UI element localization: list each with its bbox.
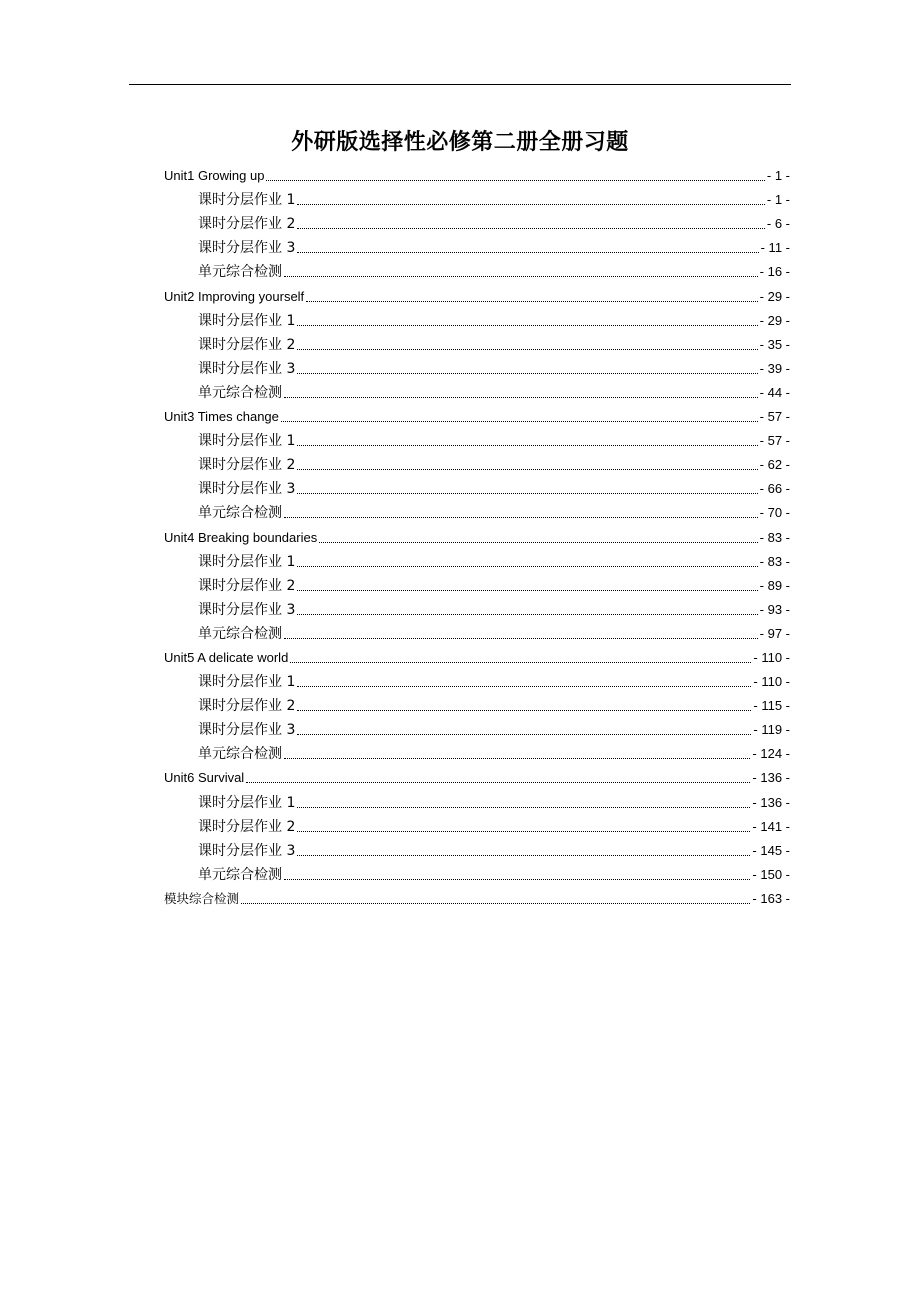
- toc-entry-page-number: - 35 -: [759, 336, 790, 352]
- toc-entry-label: 课时分层作业 3: [198, 481, 296, 498]
- toc-entry-label: Unit6 Survival: [164, 770, 245, 786]
- toc-entry-page-number: - 11 -: [760, 240, 790, 256]
- toc-entry-page-number: - 1 -: [766, 168, 790, 184]
- toc-entry-label: 课时分层作业 1: [198, 312, 296, 329]
- toc-entry-page-number: - 66 -: [759, 481, 790, 497]
- toc-dot-leader: [297, 614, 757, 615]
- toc-entry-page-number: - 110 -: [753, 649, 790, 665]
- toc-entry-label: 课时分层作业 2: [198, 457, 296, 474]
- toc-entry-sub[interactable]: [164, 353, 790, 377]
- toc-entry-page-number: - 115 -: [753, 698, 790, 714]
- toc-entry-label: Unit4 Breaking boundaries: [164, 529, 318, 545]
- toc-entry-label: 课时分层作业 2: [198, 216, 296, 233]
- toc-dot-leader: [297, 204, 765, 205]
- toc-entry-label: Unit5 A delicate world: [164, 649, 289, 665]
- toc-entry-unit[interactable]: [164, 521, 790, 545]
- toc-dot-leader: [319, 542, 757, 543]
- toc-dot-leader: [297, 831, 750, 832]
- toc-entry-page-number: - 83 -: [759, 553, 790, 569]
- toc-entry-sub[interactable]: [164, 690, 790, 714]
- toc-dot-leader: [297, 469, 757, 470]
- toc-entry-label: 单元综合检测: [198, 264, 282, 281]
- toc-entry-sub[interactable]: [164, 208, 790, 232]
- toc-entry-page-number: - 57 -: [759, 409, 790, 425]
- toc-dot-leader: [246, 782, 750, 783]
- toc-entry-page-number: - 57 -: [759, 433, 790, 449]
- toc-entry-unit[interactable]: [164, 642, 790, 666]
- toc-entry-label: 课时分层作业 3: [198, 722, 296, 739]
- toc-entry-label: 课时分层作业 3: [198, 360, 296, 377]
- toc-entry-page-number: - 110 -: [753, 674, 790, 690]
- toc-dot-leader: [297, 590, 757, 591]
- toc-dot-leader: [297, 855, 750, 856]
- toc-entry-sub[interactable]: [164, 497, 790, 521]
- toc-dot-leader: [297, 686, 751, 687]
- toc-entry-sub[interactable]: [164, 859, 790, 883]
- toc-entry-sub[interactable]: [164, 546, 790, 570]
- toc-entry-sub[interactable]: [164, 425, 790, 449]
- toc-entry-sub[interactable]: [164, 835, 790, 859]
- toc-dot-leader: [297, 349, 757, 350]
- toc-entry-sub[interactable]: [164, 305, 790, 329]
- toc-dot-leader: [297, 445, 757, 446]
- toc-entry-page-number: - 119 -: [753, 722, 790, 738]
- toc-entry-page-number: - 70 -: [759, 505, 790, 521]
- document-title: 外研版选择性必修第二册全册习题: [291, 128, 629, 155]
- toc-entry-sub[interactable]: [164, 329, 790, 353]
- toc-dot-leader: [241, 903, 750, 904]
- toc-entry-sub[interactable]: [164, 377, 790, 401]
- toc-entry-label: 课时分层作业 3: [198, 842, 296, 859]
- toc-entry-page-number: - 150 -: [752, 866, 790, 882]
- toc-entry-sub[interactable]: [164, 811, 790, 835]
- toc-entry-page-number: - 16 -: [759, 264, 790, 280]
- toc-entry-label: 单元综合检测: [198, 746, 282, 763]
- toc-dot-leader: [297, 807, 750, 808]
- toc-dot-leader: [297, 566, 757, 567]
- toc-dot-leader: [284, 276, 758, 277]
- toc-entry-label: 单元综合检测: [198, 384, 282, 401]
- toc-entry-label: 课时分层作业 3: [198, 601, 296, 618]
- toc-entry-page-number: - 136 -: [752, 770, 790, 786]
- toc-entry-page-number: - 39 -: [759, 360, 790, 376]
- toc-dot-leader: [284, 638, 758, 639]
- toc-entry-label: 课时分层作业 2: [198, 577, 296, 594]
- toc-entry-sub[interactable]: [164, 256, 790, 280]
- toc-entry-sub[interactable]: [164, 738, 790, 762]
- toc-entry-page-number: - 89 -: [759, 577, 790, 593]
- toc-entry-page-number: - 93 -: [759, 601, 790, 617]
- toc-entry-page-number: - 145 -: [752, 842, 790, 858]
- toc-entry-sub[interactable]: [164, 714, 790, 738]
- toc-entry-unit[interactable]: [164, 280, 790, 304]
- toc-entry-unit[interactable]: [164, 883, 790, 907]
- toc-dot-leader: [297, 734, 751, 735]
- toc-dot-leader: [297, 228, 765, 229]
- toc-dot-leader: [297, 325, 757, 326]
- toc-entry-sub[interactable]: [164, 570, 790, 594]
- toc-entry-page-number: - 29 -: [759, 312, 790, 328]
- toc-entry-sub[interactable]: [164, 666, 790, 690]
- toc-entry-unit[interactable]: [164, 160, 790, 184]
- toc-entry-label: 课时分层作业 1: [198, 674, 296, 691]
- toc-entry-sub[interactable]: [164, 232, 790, 256]
- toc-entry-page-number: - 1 -: [766, 192, 790, 208]
- toc-entry-label: 课时分层作业 2: [198, 818, 296, 835]
- toc-dot-leader: [281, 421, 758, 422]
- toc-entry-sub[interactable]: [164, 449, 790, 473]
- toc-entry-label: 课时分层作业 1: [198, 433, 296, 450]
- toc-entry-page-number: - 163 -: [752, 890, 790, 906]
- table-of-contents: [164, 160, 790, 907]
- toc-dot-leader: [266, 180, 764, 181]
- toc-entry-label: Unit1 Growing up: [164, 168, 265, 184]
- toc-entry-label: 模块综合检测: [164, 890, 240, 906]
- toc-entry-page-number: - 6 -: [766, 216, 790, 232]
- toc-dot-leader: [284, 517, 758, 518]
- toc-dot-leader: [297, 710, 751, 711]
- toc-entry-label: 单元综合检测: [198, 625, 282, 642]
- toc-entry-page-number: - 62 -: [759, 457, 790, 473]
- toc-entry-label: Unit3 Times change: [164, 409, 279, 425]
- toc-entry-label: Unit2 Improving yourself: [164, 288, 305, 304]
- toc-entry-label: 单元综合检测: [198, 866, 282, 883]
- toc-entry-page-number: - 141 -: [752, 818, 790, 834]
- toc-dot-leader: [306, 301, 757, 302]
- toc-entry-page-number: - 124 -: [752, 746, 790, 762]
- toc-dot-leader: [284, 758, 750, 759]
- toc-entry-label: 课时分层作业 1: [198, 192, 296, 209]
- toc-entry-page-number: - 97 -: [759, 625, 790, 641]
- toc-entry-sub[interactable]: [164, 786, 790, 810]
- toc-dot-leader: [284, 397, 758, 398]
- toc-entry-label: 课时分层作业 1: [198, 553, 296, 570]
- toc-entry-label: 单元综合检测: [198, 505, 282, 522]
- toc-entry-label: 课时分层作业 2: [198, 336, 296, 353]
- toc-entry-sub[interactable]: [164, 618, 790, 642]
- toc-entry-page-number: - 44 -: [759, 384, 790, 400]
- toc-dot-leader: [297, 373, 757, 374]
- toc-entry-label: 课时分层作业 3: [198, 240, 296, 257]
- toc-entry-sub[interactable]: [164, 594, 790, 618]
- toc-dot-leader: [284, 879, 750, 880]
- toc-entry-unit[interactable]: [164, 401, 790, 425]
- toc-entry-page-number: - 136 -: [752, 794, 790, 810]
- toc-dot-leader: [297, 493, 757, 494]
- toc-entry-page-number: - 83 -: [759, 529, 790, 545]
- toc-entry-unit[interactable]: [164, 762, 790, 786]
- toc-entry-sub[interactable]: [164, 473, 790, 497]
- toc-entry-label: 课时分层作业 2: [198, 698, 296, 715]
- toc-entry-sub[interactable]: [164, 184, 790, 208]
- toc-entry-label: 课时分层作业 1: [198, 794, 296, 811]
- toc-dot-leader: [297, 252, 758, 253]
- header-rule: [129, 84, 791, 85]
- toc-dot-leader: [290, 662, 751, 663]
- toc-entry-page-number: - 29 -: [759, 288, 790, 304]
